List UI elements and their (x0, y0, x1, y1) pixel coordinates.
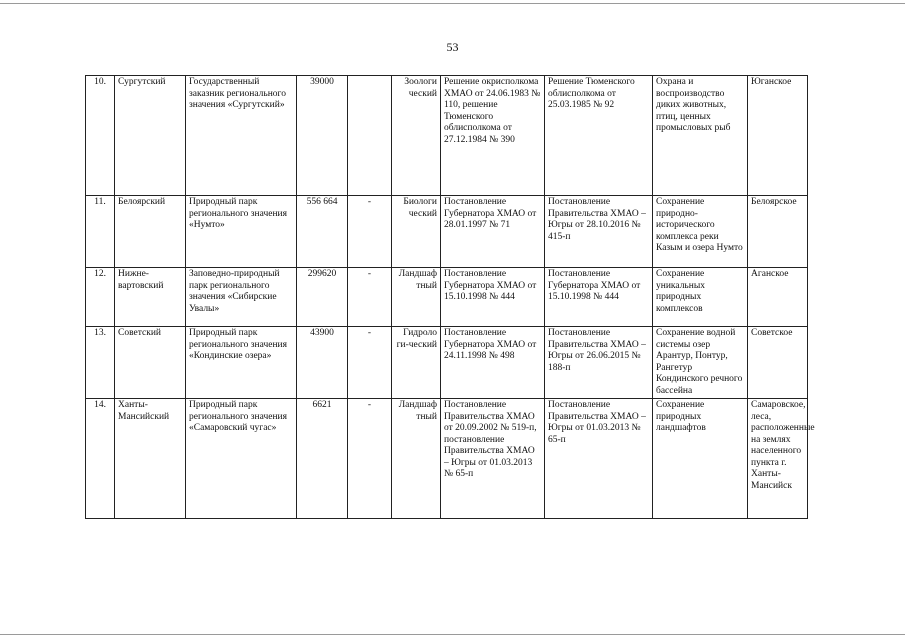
cluster-cell: - (348, 268, 392, 327)
area-size-cell: 43900 (297, 327, 348, 399)
area-name-cell: Государственный заказник регионального значения «Сургутский» (186, 76, 297, 196)
current-act-cell: Постановление Правительства ХМАО – Югры от 28.10.2016 № 415-п (545, 196, 653, 268)
area-name-cell: Природный парк регионального значения «Нумто» (186, 196, 297, 268)
area-name-cell: Природный парк регионального значения «Самаровский чугас» (186, 399, 297, 519)
table-row (86, 268, 808, 327)
creation-act-cell: Постановление Губернатора ХМАО от 28.01.1997 № 71 (441, 196, 545, 268)
cluster-cell: - (348, 399, 392, 519)
scan-edge-top (0, 3, 905, 4)
profile-cell: Ландшаф тный (392, 268, 441, 327)
table-row (86, 399, 808, 519)
purpose-cell: Сохранение уникальных природных комплексов (653, 268, 748, 327)
area-name-cell: Природный парк регионального значения «Кондинские озера» (186, 327, 297, 399)
scan-edge-bottom (0, 634, 905, 635)
settlement-cell: Самаровское, леса, расположенные на землях населенного пункта г. Ханты-Мансийск (748, 399, 808, 519)
purpose-cell: Сохранение природно-исторического комплекса реки Казым и озера Нумто (653, 196, 748, 268)
area-name-cell: Заповедно-природный парк регионального значения «Сибирские Увалы» (186, 268, 297, 327)
row-number: 10. (86, 76, 115, 196)
table-row (86, 327, 808, 399)
settlement-cell: Белоярское (748, 196, 808, 268)
current-act-cell: Постановление Правительства ХМАО – Югры от 01.03.2013 № 65-п (545, 399, 653, 519)
row-number: 12. (86, 268, 115, 327)
area-size-cell: 299620 (297, 268, 348, 327)
profile-cell: Ландшаф тный (392, 399, 441, 519)
area-size-cell: 6621 (297, 399, 348, 519)
district-cell: Белоярский (115, 196, 186, 268)
current-act-cell: Решение Тюменского облисполкома от 25.03.1985 № 92 (545, 76, 653, 196)
table-body (86, 76, 815, 519)
current-act-cell: Постановление Губернатора ХМАО от 15.10.1998 № 444 (545, 268, 653, 327)
cluster-cell (348, 76, 392, 196)
current-act-cell: Постановление Правительства ХМАО – Югры от 26.06.2015 № 188-п (545, 327, 653, 399)
creation-act-cell: Постановление Губернатора ХМАО от 24.11.1998 № 498 (441, 327, 545, 399)
area-size-cell: 39000 (297, 76, 348, 196)
row-number: 11. (86, 196, 115, 268)
creation-act-cell: Постановление Правительства ХМАО от 20.09.2002 № 519-п, постановление Правительства ХМАО – Югры от 01.03.2013 № 65-п (441, 399, 545, 519)
profile-cell: Гидроло ги-ческий (392, 327, 441, 399)
table-row (86, 76, 808, 196)
cluster-cell: - (348, 327, 392, 399)
settlement-cell: Юганское (748, 76, 808, 196)
purpose-cell: Сохранение водной системы озер Арантур, Понтур, Рангетур Кондинского речного бассейна (653, 327, 748, 399)
settlement-cell: Советское (748, 327, 808, 399)
creation-act-cell: Постановление Губернатора ХМАО от 15.10.1998 № 444 (441, 268, 545, 327)
profile-cell: Зоологи ческий (392, 76, 441, 196)
purpose-cell: Охрана и воспроизводство диких животных, птиц, ценных промысловых рыб (653, 76, 748, 196)
row-number: 14. (86, 399, 115, 519)
district-cell: Сургутский (115, 76, 186, 196)
creation-act-cell: Решение окрисполкома ХМАО от 24.06.1983 № 110, решение Тюменского облисполкома от 27.12.1984 № 390 (441, 76, 545, 196)
table-row (86, 196, 808, 268)
cluster-cell: - (348, 196, 392, 268)
protected-areas-table (85, 75, 815, 519)
district-cell: Ханты-Мансийский (115, 399, 186, 519)
page-number: 53 (446, 40, 459, 54)
profile-cell: Биологи ческий (392, 196, 441, 268)
district-cell: Советский (115, 327, 186, 399)
area-size-cell: 556 664 (297, 196, 348, 268)
purpose-cell: Сохранение природных ландшафтов (653, 399, 748, 519)
settlement-cell: Аганское (748, 268, 808, 327)
district-cell: Нижне-вартовский (115, 268, 186, 327)
row-number: 13. (86, 327, 115, 399)
